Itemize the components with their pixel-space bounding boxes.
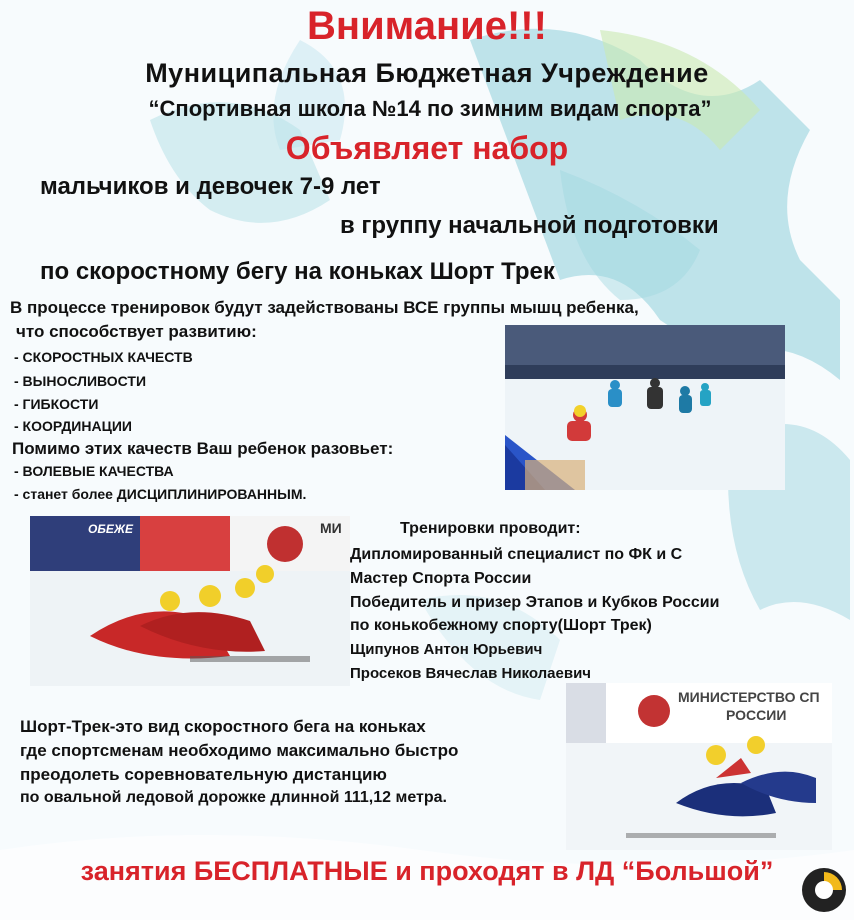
trainer-line: Победитель и призер Этапов и Кубков России: [350, 594, 720, 611]
description-line: где спортсменам необходимо максимально быстро: [20, 741, 459, 760]
footer-banner: занятия БЕСПЛАТНЫЕ и проходят в ЛД “Большой”: [80, 856, 774, 886]
benefit-item: - ВЫНОСЛИВОСТИ: [14, 373, 147, 389]
description-line: по овальной ледовой дорожке длинной 111,12 метра.: [20, 789, 447, 806]
description-line: Шорт-Трек-это вид скоростного бега на коньках: [20, 717, 426, 736]
trainer-name: Щипунов Антон Юрьевич: [350, 641, 543, 658]
target-group: в группу начальной подготовки: [340, 212, 719, 239]
trainer-name: Просеков Вячеслав Николаевич: [350, 665, 592, 682]
trainer-line: Дипломированный специалист по ФК и С: [350, 546, 683, 563]
org-fullname: “Спортивная школа №14 по зимним видам спорта”: [148, 96, 712, 121]
extra-item: - станет более ДИСЦИПЛИНИРОВАННЫМ.: [14, 486, 307, 502]
target-sport: по скоростному бегу на коньках Шорт Трек: [40, 258, 555, 285]
description-line: преодолеть соревновательную дистанцию: [20, 765, 387, 784]
benefit-item: - ГИБКОСТИ: [14, 396, 99, 412]
trainer-line: по конькобежному спорту(Шорт Трек): [350, 617, 652, 634]
announcement: Объявляет набор: [285, 130, 569, 166]
benefit-item: - СКОРОСТНЫХ КАЧЕСТВ: [14, 349, 193, 365]
photo2-banner-text: ОБЕЖЕ: [88, 522, 133, 536]
photo-rink-training: [505, 325, 785, 490]
photo-skaters-ministry: [566, 683, 832, 850]
benefits-intro-2: что способствует развитию:: [16, 322, 257, 341]
photo3-banner-line2: РОССИИ: [726, 707, 787, 723]
trainer-line: Мастер Спорта России: [350, 570, 532, 587]
target-age: мальчиков и девочек 7-9 лет: [40, 173, 381, 200]
photo3-banner-line1: МИНИСТЕРСТВО СП: [678, 689, 820, 705]
benefits-intro: В процессе тренировок будут задействованы ВСЕ группы мышц ребенка,: [10, 298, 639, 317]
trainers-heading: Тренировки проводит:: [400, 520, 581, 537]
photo-skaters-race: [30, 516, 350, 686]
benefit-item: - КООРДИНАЦИИ: [14, 418, 132, 434]
title: Внимание!!!: [307, 4, 547, 48]
org-name: Муниципальная Бюджетная Учреждение: [145, 58, 709, 88]
photo2-banner-letters: МИ: [320, 520, 342, 536]
extra-item: - ВОЛЕВЫЕ КАЧЕСТВА: [14, 463, 174, 479]
brand-logo-icon: [800, 866, 848, 914]
extra-intro: Помимо этих качеств Ваш ребенок разовьет:: [12, 439, 394, 458]
